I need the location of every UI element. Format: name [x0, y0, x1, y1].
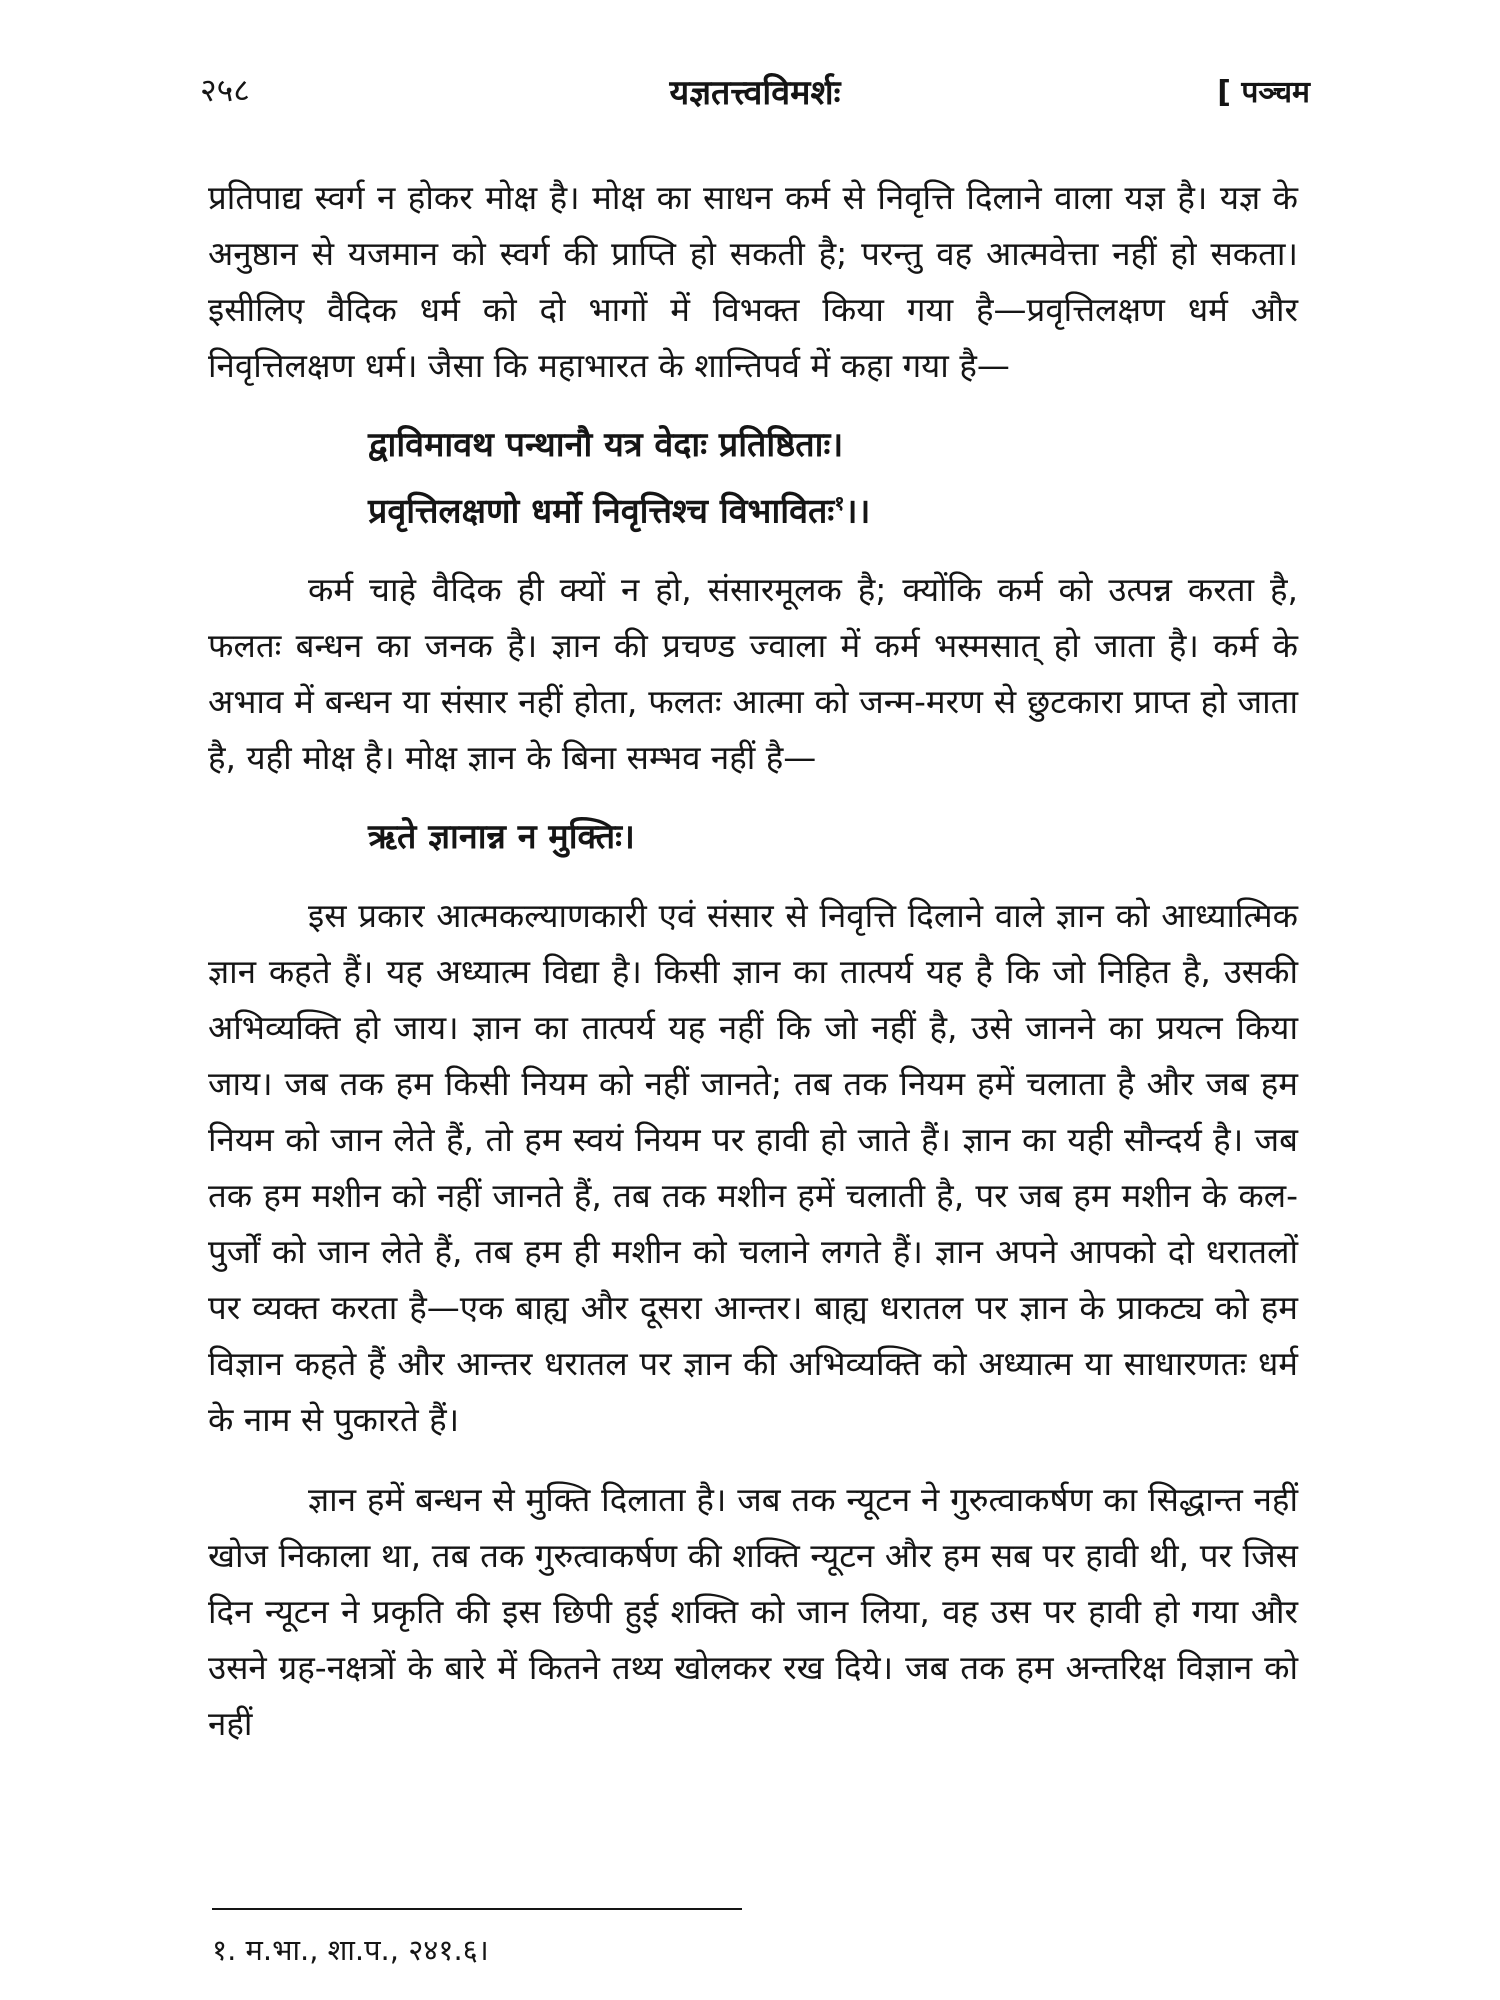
paragraph-1: प्रतिपाद्य स्वर्ग न होकर मोक्ष है। मोक्ष का साधन कर्म से निवृत्ति दिलाने वाला यज्ञ है। यज्ञ के अनुष्ठान से यजमान को स्वर्ग की प्राप्ति हो सकती है; परन्तु वह आत्मवेत्ता नहीं हो सकता। इसीलिए वैदिक धर्म को दो भागों में विभक्त किया गया है—प्रवृत्तिलक्षण धर्म और निवृत्तिलक्षण धर्म। जैसा कि महाभारत के शान्तिपर्व में कहा गया है— [208, 178, 1298, 385]
section-label: [ पञ्चम [1217, 75, 1310, 110]
footnote-divider [212, 1908, 742, 1910]
verse-line-1: द्वाविमावथ पन्थानौ यत्र वेदाः प्रतिष्ठिताः। [368, 425, 844, 465]
verse2-line: ऋते ज्ञानान्न न मुक्तिः। [368, 817, 635, 858]
page-header [200, 68, 1310, 118]
verse-line-2-text: प्रवृत्तिलक्षणो धर्मो निवृत्तिश्च विभावितः [368, 491, 835, 532]
page-number: २५८ [200, 71, 250, 109]
running-title: यज्ञतत्त्वविमर्शः [669, 73, 841, 113]
paragraph-2: कर्म चाहे वैदिक ही क्यों न हो, संसारमूलक है; क्योंकि कर्म को उत्पन्न करता है, फलतः बन्धन का जनक है। ज्ञान की प्रचण्ड ज्वाला में कर्म भस्मसात् हो जाता है। कर्म के अभाव में बन्धन या संसार नहीं होता, फलतः आत्मा को जन्म-मरण से छुटकारा प्राप्त हो जाता है, यही मोक्ष है। मोक्ष ज्ञान के बिना सम्भव नहीं है— [208, 570, 1298, 778]
verse-shanti-parva [368, 416, 1298, 540]
paragraph-3: इस प्रकार आत्मकल्याणकारी एवं संसार से निवृत्ति दिलाने वाले ज्ञान को आध्यात्मिक ज्ञान कहते हैं। यह अध्यात्म विद्या है। किसी ज्ञान का तात्पर्य यह है कि जो निहित है, उसकी अभिव्यक्ति हो जाय। ज्ञान का तात्पर्य यह नहीं कि जो नहीं है, उसे जानने का प्रयत्न किया जाय। जब तक हम किसी नियम को नहीं जानते; तब तक नियम हमें चलाता है और जब हम नियम को जान लेते हैं, तो हम स्वयं नियम पर हावी हो जाते हैं। ज्ञान का यही सौन्दर्य है। जब तक हम मशीन को नहीं जानते हैं, तब तक मशीन हमें चलाती है, पर जब हम मशीन के कल-पुर्जों को जान लेते हैं, तब हम ही मशीन को चलाने लगते हैं। ज्ञान अपने आपको दो धरातलों पर व्यक्त करता है—एक बाह्य और दूसरा आन्तर। बाह्य धरातल पर ज्ञान के प्राकट्य को हम विज्ञान कहते हैं और आन्तर धरातल पर ज्ञान की अभिव्यक्ति को अध्यात्म या साधारणतः धर्म के नाम से पुकारते हैं। [208, 896, 1298, 1440]
verse-rite-jnanat [368, 808, 1298, 866]
verse-line-2 [368, 474, 1298, 540]
verse-line-2-end: ।। [844, 491, 871, 532]
footnote-ref: १ [834, 491, 845, 515]
paragraph-4: ज्ञान हमें बन्धन से मुक्ति दिलाता है। जब तक न्यूटन ने गुरुत्वाकर्षण का सिद्धान्त नहीं खोज निकाला था, तब तक गुरुत्वाकर्षण की शक्ति न्यूटन और हम सब पर हावी थी, पर जिस दिन न्यूटन ने प्रकृति की इस छिपी हुई शक्ति को जान लिया, वह उस पर हावी हो गया और उसने ग्रह-नक्षत्रों के बारे में कितने तथ्य खोलकर रख दिये। जब तक हम अन्तरिक्ष विज्ञान को नहीं [208, 1480, 1298, 1744]
body-text [208, 170, 1298, 1752]
footnote: १. म.भा., शा.प., २४१.६। [212, 1933, 489, 1967]
